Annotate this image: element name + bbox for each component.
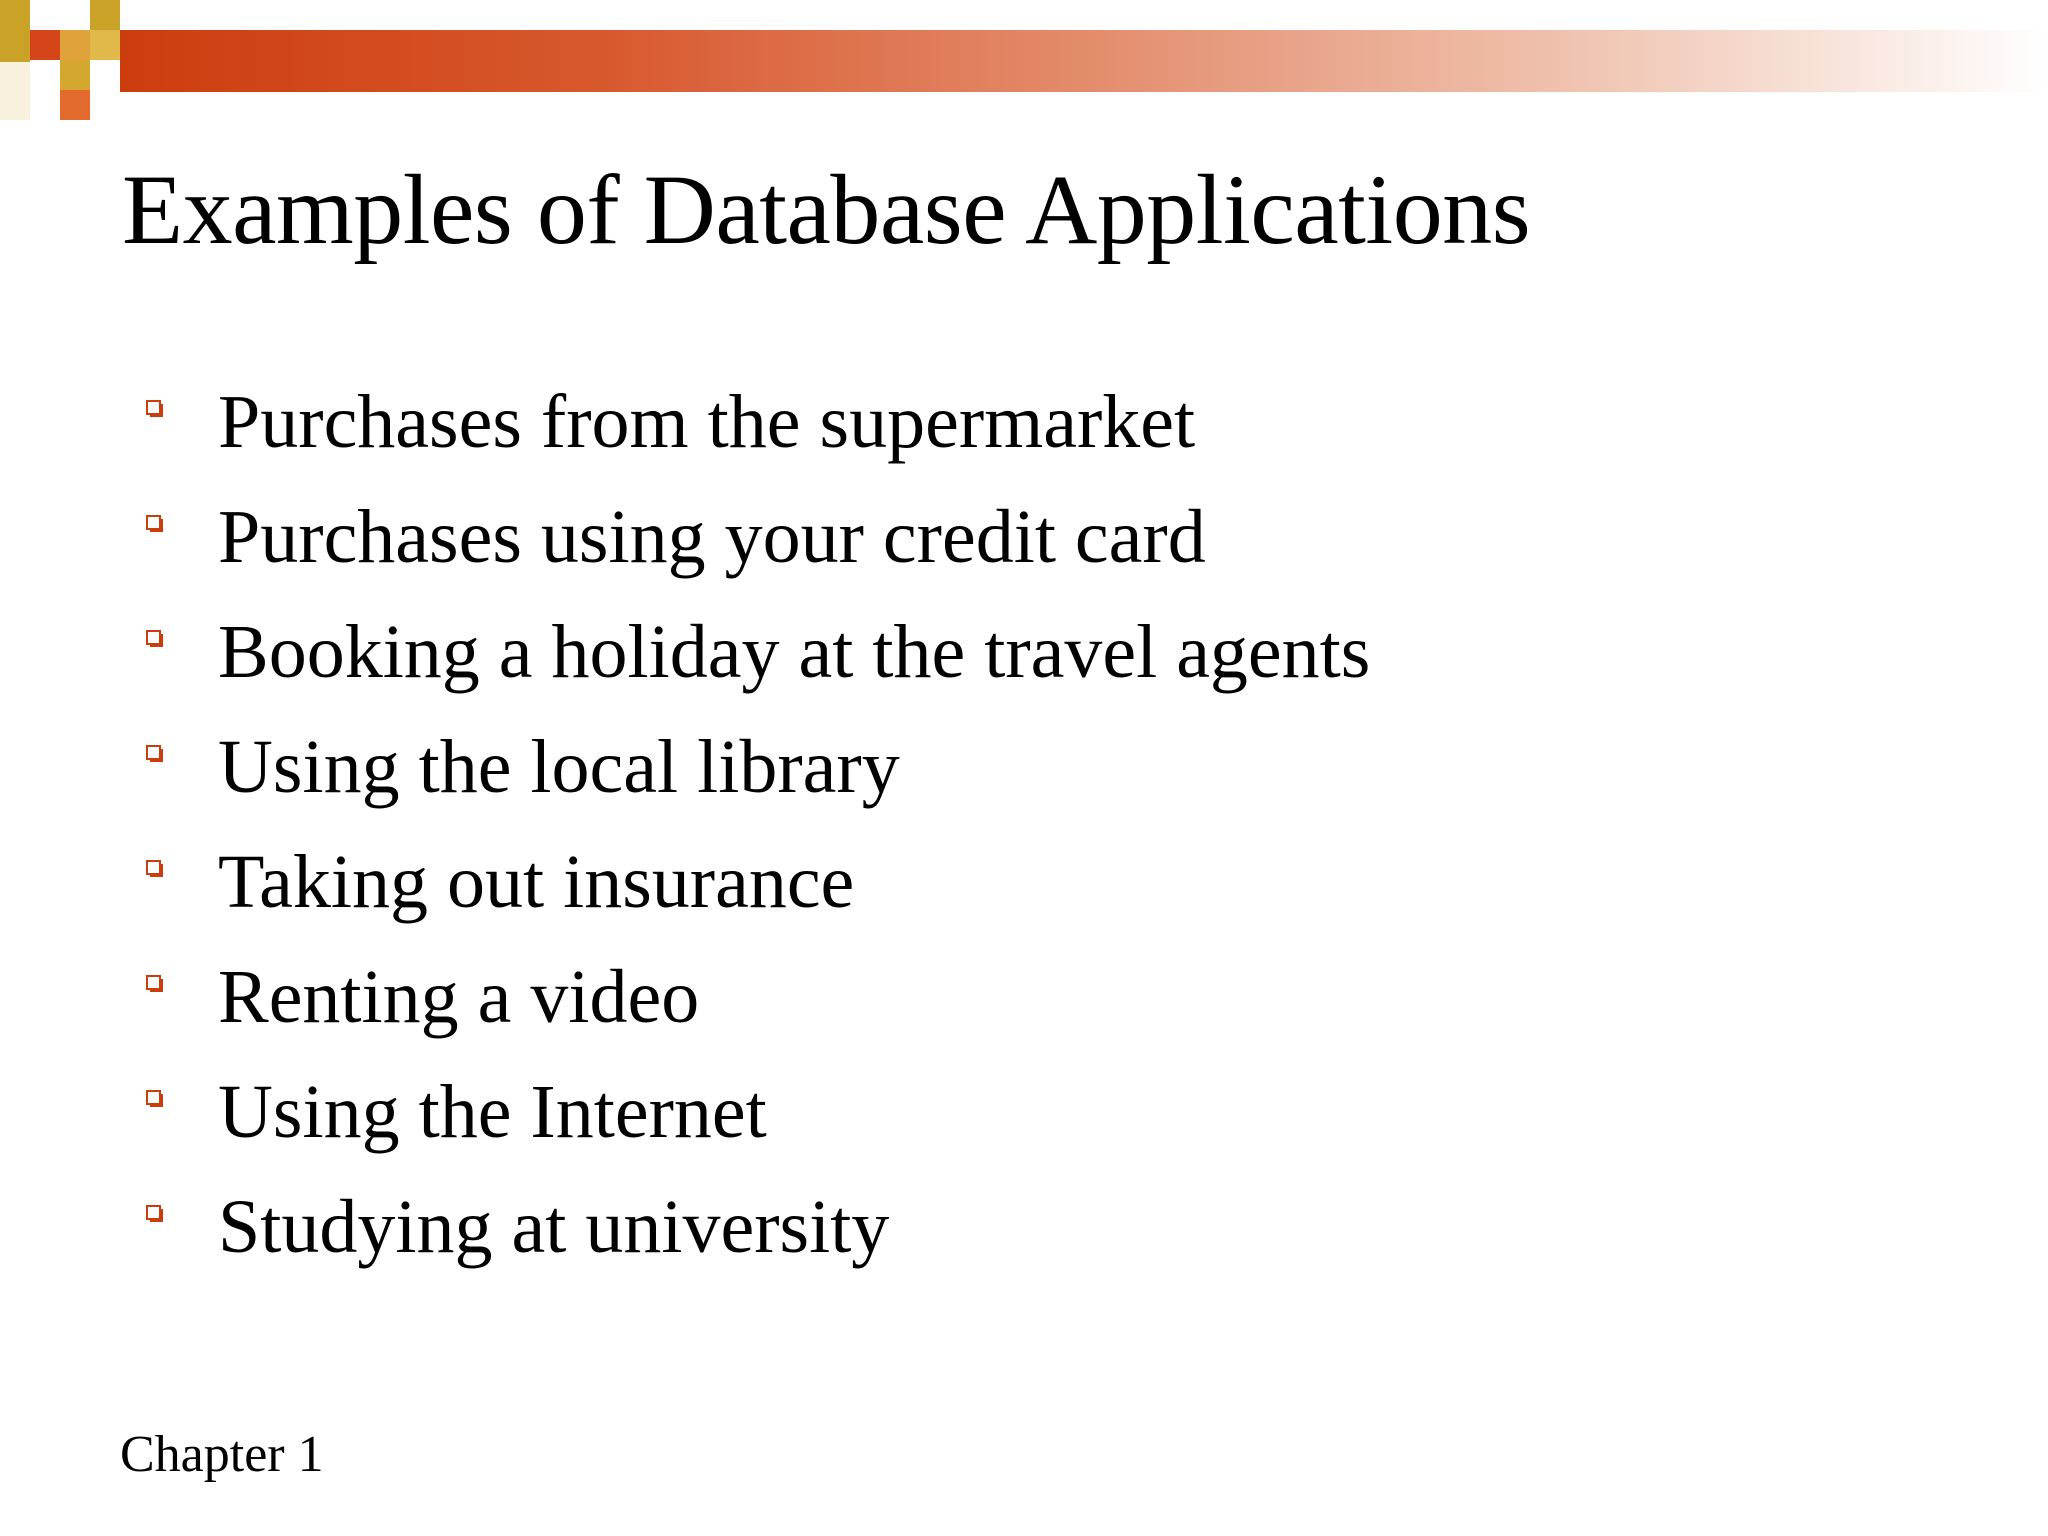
bullet-text: Purchases using your credit card xyxy=(218,495,1206,579)
decorative-square xyxy=(0,62,30,120)
footer-chapter-label: Chapter 1 xyxy=(120,1426,324,1483)
decorative-square xyxy=(60,30,90,60)
decorative-square xyxy=(60,60,90,90)
checkbox-square-icon xyxy=(146,1090,164,1108)
bullet-text: Booking a holiday at the travel agents xyxy=(218,610,1371,694)
checkbox-square-icon xyxy=(146,515,164,533)
checkbox-square-icon xyxy=(146,975,164,993)
decorative-square xyxy=(60,90,90,120)
checkbox-square-icon xyxy=(146,1205,164,1223)
checkbox-square-icon xyxy=(146,400,164,418)
decorative-square xyxy=(30,30,60,60)
decorative-square xyxy=(0,0,30,62)
bullet-text: Purchases from the supermarket xyxy=(218,380,1196,464)
header-gradient-band xyxy=(120,30,2048,92)
bullet-text: Taking out insurance xyxy=(218,840,855,924)
slide-title: Examples of Database Applications xyxy=(122,154,1531,265)
bullet-text: Using the local library xyxy=(218,725,900,809)
checkbox-square-icon xyxy=(146,860,164,878)
bullet-text: Renting a video xyxy=(218,955,700,1039)
checkbox-square-icon xyxy=(146,745,164,763)
bullet-text: Studying at university xyxy=(218,1185,890,1269)
bullet-text: Using the Internet xyxy=(218,1070,767,1154)
decorative-square xyxy=(90,30,120,60)
decorative-square xyxy=(90,0,120,30)
checkbox-square-icon xyxy=(146,630,164,648)
